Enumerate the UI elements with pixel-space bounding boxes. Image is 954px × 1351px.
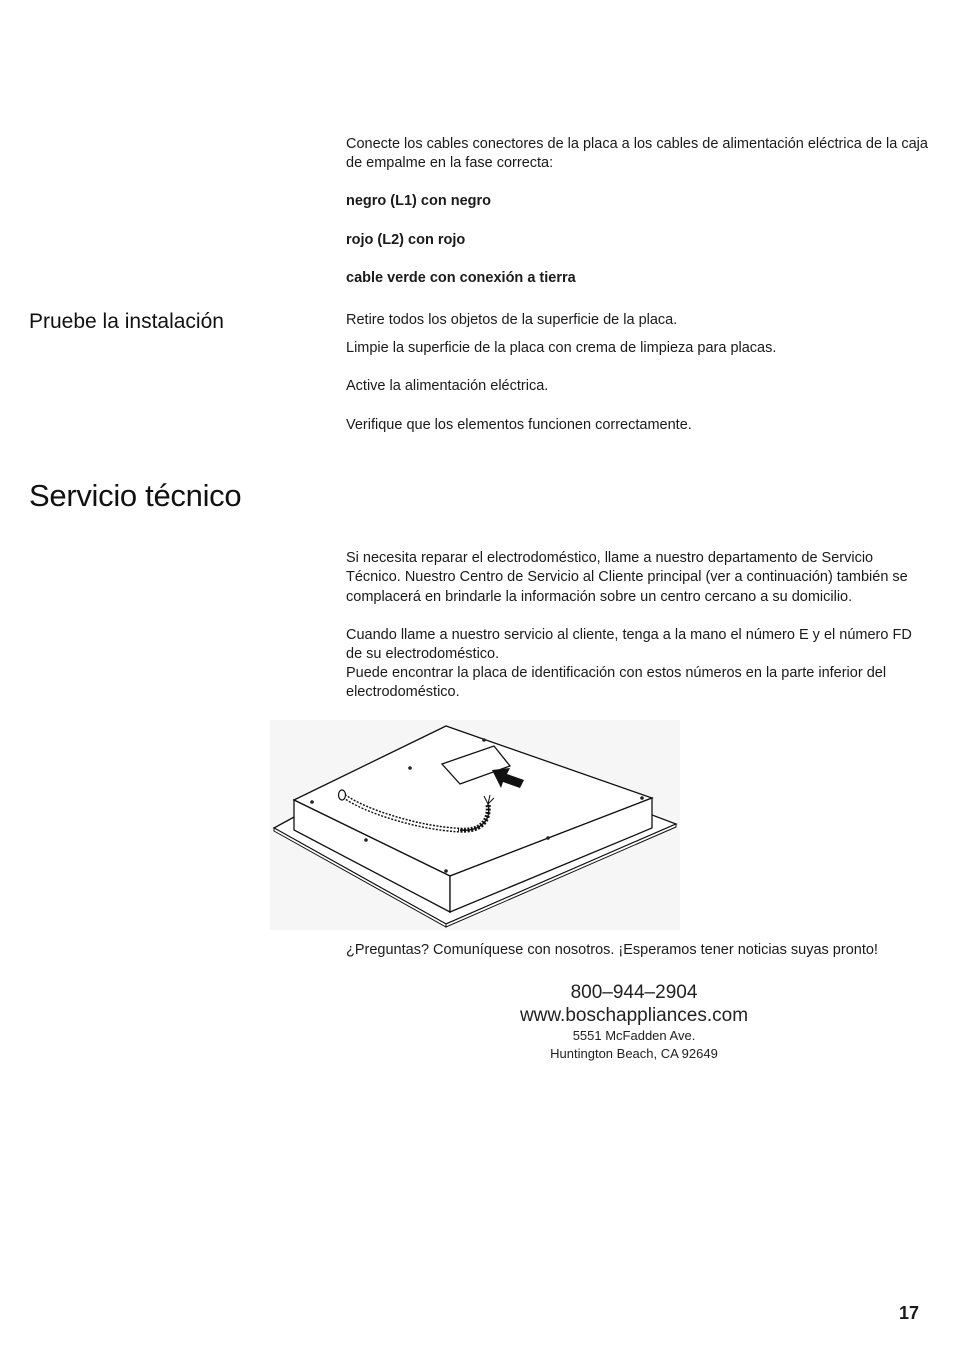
section-heading-test: Pruebe la instalación — [29, 310, 224, 333]
wire-pair-ground: cable verde con conexión a tierra — [346, 270, 576, 286]
connection-intro: Conecte los cables conectores de la placa a los cables de alimentación eléctrica de la caja de empalme en la fase correcta: — [346, 136, 928, 172]
page-number: 17 — [899, 1303, 920, 1323]
service-paragraph-3: Puede encontrar la placa de identificación con estos números en la parte inferior del electrodoméstico. — [346, 665, 887, 701]
test-step-1: Retire todos los objetos de la superficie de la placa. — [346, 312, 678, 328]
test-step-4: Verifique que los elementos funcionen correctamente. — [346, 417, 692, 433]
address-city: Huntington Beach, CA 92649 — [550, 1045, 718, 1061]
website-link[interactable]: www.boschappliances.com — [519, 1005, 749, 1026]
address-street: 5551 McFadden Ave. — [572, 1028, 696, 1043]
wire-pair-red: rojo (L2) con rojo — [346, 232, 466, 248]
phone-number[interactable]: 800–944–2904 — [570, 982, 698, 1003]
service-paragraph-1: Si necesita reparar el electrodoméstico, llame a nuestro departamento de Servicio Técnico. Nuestro Centro de Servicio al Cliente principal (ver a continuación) también se complacerá en brindarle la información sobre un centro cercano a su domicilio. — [346, 550, 908, 605]
page-title-service: Servicio técnico — [29, 478, 242, 513]
test-step-3: Active la alimentación eléctrica. — [346, 378, 549, 394]
questions-text: ¿Preguntas? Comuníquese con nosotros. ¡Esperamos tener noticias suyas pronto! — [346, 942, 878, 958]
wire-pair-black: negro (L1) con negro — [346, 193, 491, 209]
contact-block — [494, 981, 774, 1062]
test-step-2: Limpie la superficie de la placa con crema de limpieza para placas. — [346, 340, 777, 356]
service-paragraph-2: Cuando llame a nuestro servicio al cliente, tenga a la mano el número E y el número FD de su electrodoméstico. — [346, 627, 912, 663]
cooktop-underside-illustration — [270, 720, 680, 930]
